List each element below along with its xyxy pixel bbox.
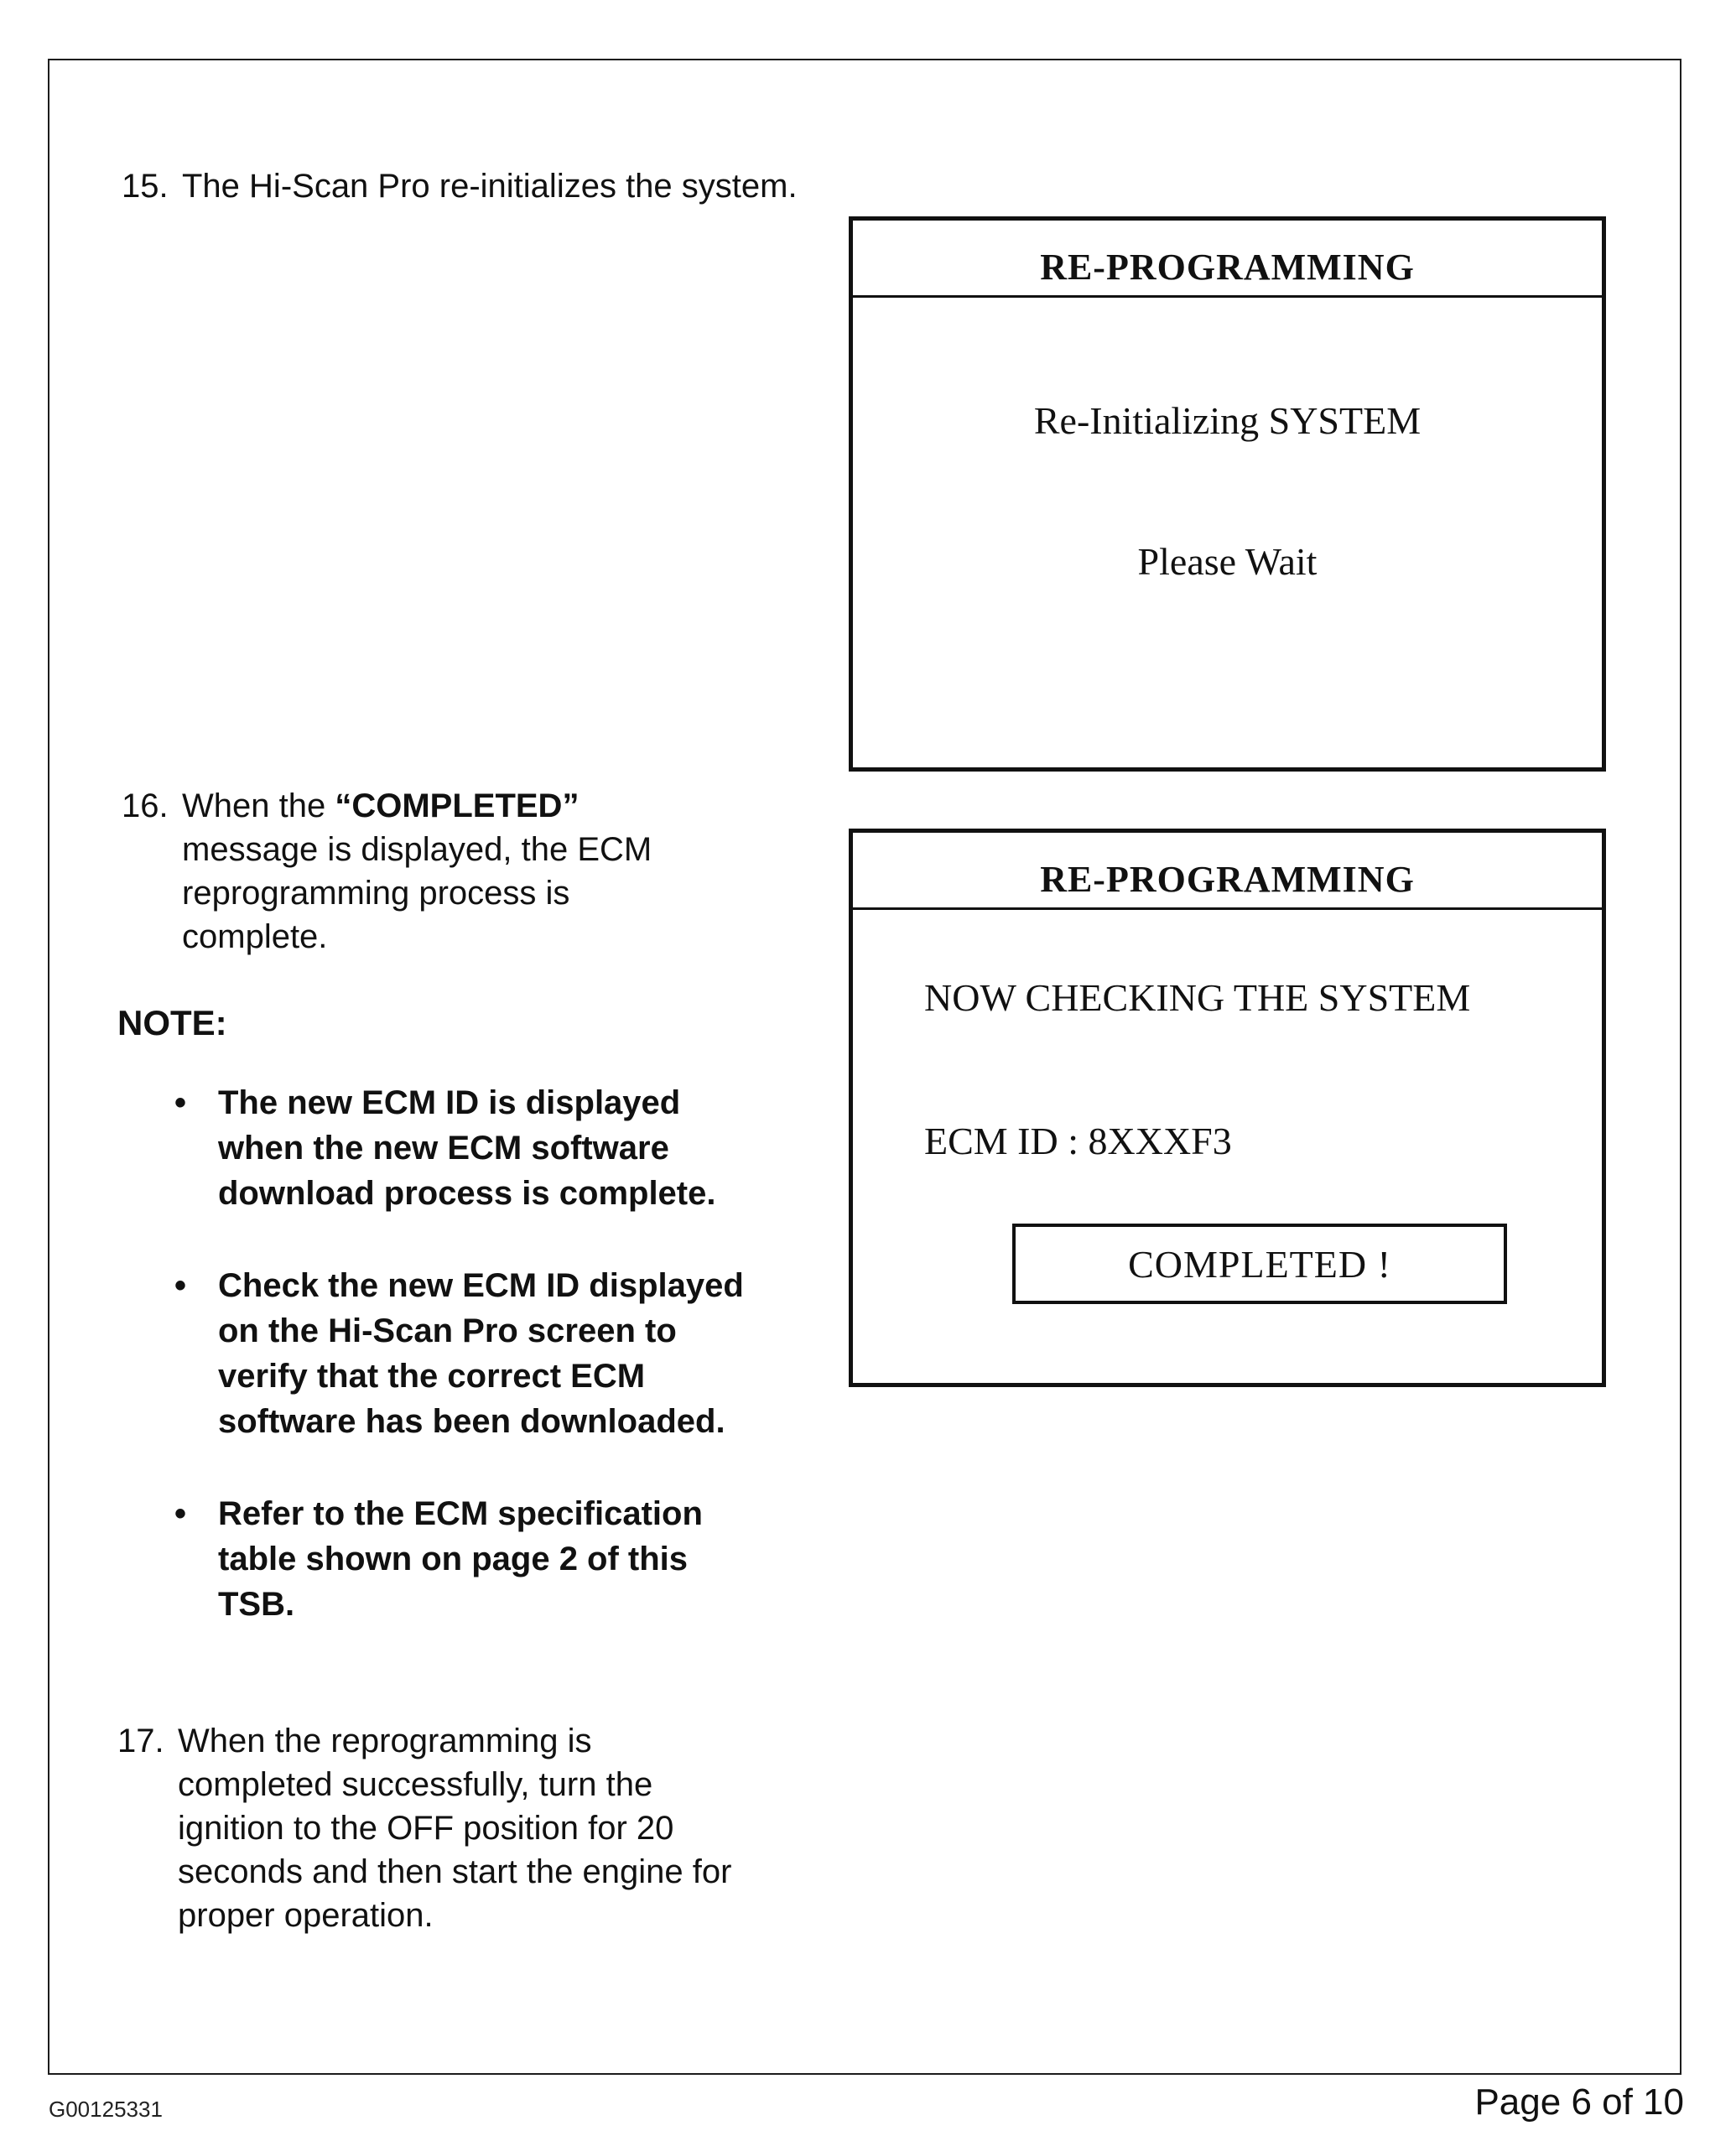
completed-message-box: COMPLETED ! bbox=[1012, 1224, 1507, 1304]
step-17 bbox=[117, 1719, 748, 1937]
note-bullet-2-text: Check the new ECM ID displayed on the Hi-Scan Pro screen to verify that the correct ECM software has been downloaded. bbox=[218, 1267, 744, 1440]
hiscan-screen-reinitializing bbox=[849, 216, 1606, 772]
screen2-line1: NOW CHECKING THE SYSTEM bbox=[924, 976, 1471, 1019]
document-code: G00125331 bbox=[49, 2097, 163, 2122]
note-bullet-list bbox=[174, 1080, 795, 1674]
step-16-text-suffix: message is displayed, the ECM reprogramming process is complete. bbox=[182, 831, 652, 955]
note-bullet-3-text: Refer to the ECM specification table shown on page 2 of this TSB. bbox=[218, 1495, 703, 1623]
step-15 bbox=[122, 164, 819, 208]
step-17-text: When the reprogramming is completed successfully, turn the ignition to the OFF position for 20 seconds and then start the engine for proper operation. bbox=[178, 1723, 732, 1934]
screen1-title: RE-PROGRAMMING bbox=[853, 221, 1602, 298]
note-bullet-2 bbox=[174, 1263, 795, 1444]
step-16 bbox=[122, 784, 695, 959]
bullet-icon: • bbox=[174, 1267, 187, 1304]
screen1-line1: Re-Initializing SYSTEM bbox=[1033, 399, 1422, 442]
step-17-number: 17. bbox=[117, 1723, 164, 1759]
screen1-line2: Please Wait bbox=[1137, 540, 1318, 583]
note-label: NOTE: bbox=[117, 1003, 227, 1042]
bullet-icon: • bbox=[174, 1495, 187, 1532]
step-16-text bbox=[182, 784, 695, 959]
step-15-number: 15. bbox=[122, 168, 169, 205]
step-15-text: The Hi-Scan Pro re-initializes the system. bbox=[182, 168, 798, 205]
hiscan-screen-completed bbox=[849, 829, 1606, 1387]
note-bullet-3 bbox=[174, 1491, 795, 1627]
step-16-text-bold: “COMPLETED” bbox=[335, 787, 580, 824]
note-bullet-1 bbox=[174, 1080, 795, 1216]
bullet-icon: • bbox=[174, 1084, 187, 1121]
screen2-line2: ECM ID : 8XXXF3 bbox=[924, 1120, 1232, 1162]
note-bullet-1-text: The new ECM ID is displayed when the new ECM software download process is complete. bbox=[218, 1084, 716, 1212]
step-16-number: 16. bbox=[122, 787, 169, 824]
step-16-text-prefix: When the bbox=[182, 787, 335, 824]
page-number: Page 6 of 10 bbox=[1474, 2081, 1684, 2123]
screen2-title: RE-PROGRAMMING bbox=[853, 833, 1602, 910]
